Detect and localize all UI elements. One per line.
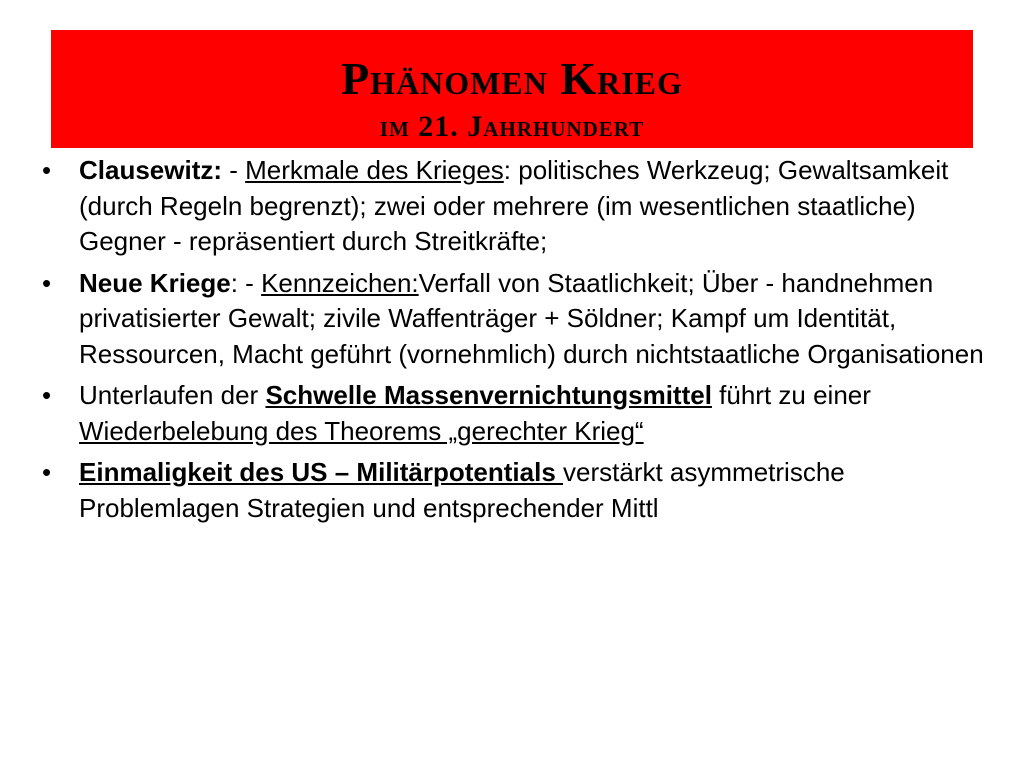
bullet-term: Einmaligkeit des US – Militärpotentials (79, 457, 564, 487)
bullet-term: Neue Kriege (79, 267, 231, 298)
title-banner (51, 30, 973, 148)
bullet-dot: • (42, 457, 52, 487)
bullet-text: Verfall von Staatlichkeit; Über - handnehmen privatisierter Gewalt; zivile Waffenträger + Söldner; Kampf um Identität, Ressourcen, Macht geführt (vornehmlich) durch nichtstaatliche Organisationen (79, 267, 984, 369)
bullet-einmaligkeit (38, 455, 1003, 526)
bullet-underlined-text: Merkmale des Krieges (245, 155, 504, 185)
bullet-schwelle (38, 378, 1003, 449)
slide-title: Phänomen Krieg (341, 53, 683, 104)
bullet-neue-kriege (38, 266, 1003, 373)
bullet-text: : politisches Werkzeug; Gewaltsamkeit (durch Regeln begrenzt); zwei oder mehrere (im wesentlichen staatliche) Gegner - repräsentiert durch Streitkräfte; (79, 155, 949, 256)
bullet-text: verstärkt asymmetrische Problemlagen Strategien und entsprechender Mittl (79, 457, 845, 523)
bullet-underlined-text: Wiederbelebung des Theorems „gerechter Krieg“ (79, 415, 644, 446)
bullet-underlined-text: Kennzeichen: (261, 267, 419, 298)
bullet-prefix: Unterlaufen der (79, 380, 266, 410)
bullet-separator: : - (230, 267, 262, 298)
bullet-list (38, 153, 1003, 532)
slide-subtitle: im 21. Jahrhundert (379, 110, 645, 143)
bullet-separator: - (222, 155, 246, 185)
bullet-dot: • (42, 155, 52, 185)
bullet-text: führt zu einer (711, 380, 871, 410)
bullet-clausewitz (38, 153, 1003, 260)
bullet-term: Clausewitz: (79, 155, 223, 185)
bullet-dot: • (42, 267, 52, 298)
bullet-dot: • (42, 380, 52, 410)
bullet-term: Schwelle Massenvernichtungsmittel (265, 380, 712, 410)
